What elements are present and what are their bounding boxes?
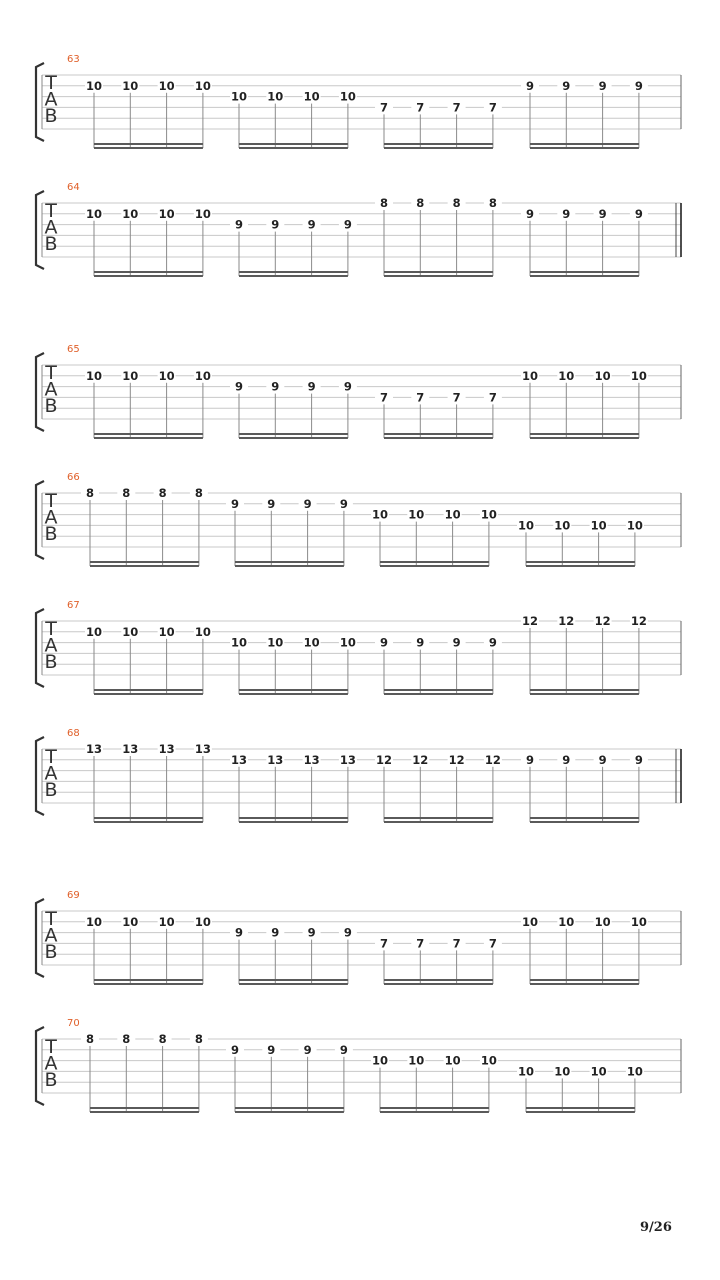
fret-number: 10 [85, 206, 103, 221]
tab-clef-letter: A [44, 216, 58, 239]
tab-clef-letter: B [44, 105, 58, 127]
fret-number: 9 [525, 78, 535, 93]
fret-number: 12 [375, 752, 393, 767]
tab-clef-letter: T [45, 618, 57, 640]
tab-clef-letter: A [44, 506, 58, 529]
fret-number: 10 [194, 624, 211, 639]
fret-number: 10 [594, 368, 611, 383]
fret-number: 9 [525, 206, 535, 221]
fret-number: 12 [412, 752, 429, 767]
fret-number: 9 [452, 635, 461, 650]
fret-number: 9 [234, 217, 244, 232]
fret-number: 8 [416, 196, 425, 210]
fret-number: 10 [339, 89, 356, 104]
fret-number: 10 [194, 368, 211, 383]
fret-number: 9 [307, 379, 316, 394]
fret-number: 9 [271, 379, 280, 394]
fret-number: 8 [158, 1032, 167, 1046]
tab-clef-letter: T [45, 490, 57, 512]
fret-number: 13 [85, 742, 103, 756]
fret-number: 9 [562, 206, 571, 221]
measure-number: 68 [67, 728, 80, 739]
fret-number: 12 [594, 614, 611, 628]
tab-system [36, 1018, 681, 1112]
tab-clef-letter: B [44, 233, 58, 255]
fret-number: 10 [267, 89, 284, 104]
fret-number: 8 [488, 196, 497, 210]
fret-number: 9 [267, 1042, 276, 1057]
fret-number: 13 [194, 742, 211, 756]
fret-number: 10 [85, 368, 103, 383]
fret-number: 10 [158, 624, 175, 639]
fret-number: 12 [448, 752, 465, 767]
fret-number: 10 [122, 914, 139, 929]
fret-number: 9 [303, 496, 312, 511]
fret-number: 12 [630, 614, 647, 628]
tab-system [36, 344, 681, 438]
fret-number: 8 [379, 196, 389, 210]
fret-number: 10 [230, 89, 248, 104]
fret-number: 10 [590, 518, 607, 533]
tab-clef-letter: T [45, 908, 57, 930]
fret-number: 10 [194, 206, 211, 221]
fret-number: 10 [558, 368, 575, 383]
fret-number: 7 [452, 100, 461, 115]
fret-number: 9 [634, 78, 643, 93]
tab-clef-letter: A [44, 378, 58, 401]
fret-number: 10 [554, 1064, 571, 1079]
fret-number: 7 [416, 390, 425, 405]
fret-number: 9 [525, 752, 535, 767]
tab-clef-letter: A [44, 634, 58, 657]
fret-number: 9 [598, 206, 607, 221]
page-number: 9/26 [640, 1220, 672, 1235]
fret-number: 9 [339, 1042, 348, 1057]
fret-number: 10 [444, 507, 461, 522]
fret-number: 10 [303, 89, 320, 104]
tab-clef-letter: T [45, 200, 57, 222]
fret-number: 10 [122, 78, 139, 93]
measure-number: 63 [67, 54, 80, 65]
fret-number: 9 [416, 635, 425, 650]
tab-clef-letter: B [44, 651, 58, 673]
fret-number: 9 [234, 379, 244, 394]
fret-number: 10 [408, 1053, 425, 1068]
fret-number: 9 [343, 217, 352, 232]
tab-system [36, 728, 681, 822]
tab-clef-letter: B [44, 941, 58, 963]
fret-number: 8 [158, 486, 167, 500]
fret-number: 9 [343, 925, 352, 940]
fret-number: 10 [122, 206, 139, 221]
fret-number: 9 [598, 752, 607, 767]
fret-number: 9 [339, 496, 348, 511]
fret-number: 10 [194, 914, 211, 929]
fret-number: 9 [343, 379, 352, 394]
tab-system [36, 182, 681, 276]
fret-number: 9 [562, 78, 571, 93]
tab-clef-letter: A [44, 88, 58, 111]
fret-number: 9 [230, 1042, 240, 1057]
fret-number: 10 [194, 78, 211, 93]
fret-number: 7 [379, 390, 389, 405]
fret-number: 10 [554, 518, 571, 533]
fret-number: 8 [122, 1032, 131, 1046]
fret-number: 9 [234, 925, 244, 940]
fret-number: 8 [122, 486, 131, 500]
fret-number: 10 [517, 518, 535, 533]
tab-clef-letter: T [45, 1036, 57, 1058]
tab-system [36, 472, 681, 566]
fret-number: 10 [371, 507, 389, 522]
fret-number: 10 [158, 78, 175, 93]
fret-number: 9 [271, 925, 280, 940]
fret-number: 9 [271, 217, 280, 232]
measure-number: 65 [67, 344, 80, 355]
fret-number: 13 [267, 752, 284, 767]
fret-number: 10 [122, 368, 139, 383]
fret-number: 9 [307, 925, 316, 940]
tab-system [36, 600, 681, 694]
tab-clef-letter: T [45, 746, 57, 768]
tab-clef-letter: B [44, 1069, 58, 1091]
tab-clef-letter: B [44, 523, 58, 545]
fret-number: 9 [634, 206, 643, 221]
fret-number: 10 [230, 635, 248, 650]
fret-number: 9 [230, 496, 240, 511]
tab-clef-letter: B [44, 395, 58, 417]
fret-number: 8 [194, 1032, 203, 1046]
fret-number: 10 [630, 368, 647, 383]
fret-number: 7 [416, 936, 425, 951]
fret-number: 10 [85, 914, 103, 929]
measure-number: 66 [67, 472, 80, 483]
tab-clef-letter: A [44, 924, 58, 947]
fret-number: 9 [634, 752, 643, 767]
fret-number: 7 [452, 936, 461, 951]
fret-number: 13 [303, 752, 320, 767]
fret-number: 10 [517, 1064, 535, 1079]
measure-number: 70 [67, 1018, 80, 1029]
measure-number: 69 [67, 890, 80, 901]
fret-number: 7 [488, 936, 497, 951]
fret-number: 8 [452, 196, 461, 210]
fret-number: 10 [590, 1064, 607, 1079]
tab-system [36, 890, 681, 984]
fret-number: 8 [85, 1032, 95, 1046]
fret-number: 10 [339, 635, 356, 650]
fret-number: 10 [480, 507, 497, 522]
measure-number: 67 [67, 600, 80, 611]
tab-clef-letter: B [44, 779, 58, 801]
fret-number: 12 [521, 614, 539, 628]
fret-number: 9 [379, 635, 389, 650]
fret-number: 10 [594, 914, 611, 929]
fret-number: 7 [379, 100, 389, 115]
fret-number: 10 [158, 368, 175, 383]
fret-number: 10 [85, 624, 103, 639]
fret-number: 10 [521, 914, 539, 929]
fret-number: 8 [194, 486, 203, 500]
fret-number: 9 [303, 1042, 312, 1057]
fret-number: 8 [85, 486, 95, 500]
fret-number: 13 [230, 752, 248, 767]
fret-number: 13 [158, 742, 175, 756]
fret-number: 9 [562, 752, 571, 767]
fret-number: 10 [303, 635, 320, 650]
fret-number: 10 [630, 914, 647, 929]
fret-number: 12 [558, 614, 575, 628]
fret-number: 10 [158, 206, 175, 221]
fret-number: 10 [626, 1064, 643, 1079]
tab-clef-letter: A [44, 1052, 58, 1075]
fret-number: 13 [122, 742, 139, 756]
fret-number: 9 [307, 217, 316, 232]
fret-number: 10 [558, 914, 575, 929]
tab-clef-letter: T [45, 72, 57, 94]
fret-number: 7 [379, 936, 389, 951]
fret-number: 7 [452, 390, 461, 405]
fret-number: 9 [488, 635, 497, 650]
fret-number: 10 [85, 78, 103, 93]
fret-number: 9 [598, 78, 607, 93]
fret-number: 10 [521, 368, 539, 383]
tab-clef-letter: T [45, 362, 57, 384]
measure-number: 64 [67, 182, 80, 193]
tab-system [36, 54, 681, 148]
tab-clef-letter: A [44, 762, 58, 785]
fret-number: 10 [267, 635, 284, 650]
fret-number: 10 [408, 507, 425, 522]
fret-number: 10 [444, 1053, 461, 1068]
fret-number: 7 [488, 390, 497, 405]
fret-number: 10 [371, 1053, 389, 1068]
fret-number: 10 [158, 914, 175, 929]
fret-number: 12 [484, 752, 501, 767]
fret-number: 10 [626, 518, 643, 533]
fret-number: 13 [339, 752, 356, 767]
fret-number: 10 [480, 1053, 497, 1068]
fret-number: 7 [416, 100, 425, 115]
fret-number: 7 [488, 100, 497, 115]
fret-number: 9 [267, 496, 276, 511]
fret-number: 10 [122, 624, 139, 639]
